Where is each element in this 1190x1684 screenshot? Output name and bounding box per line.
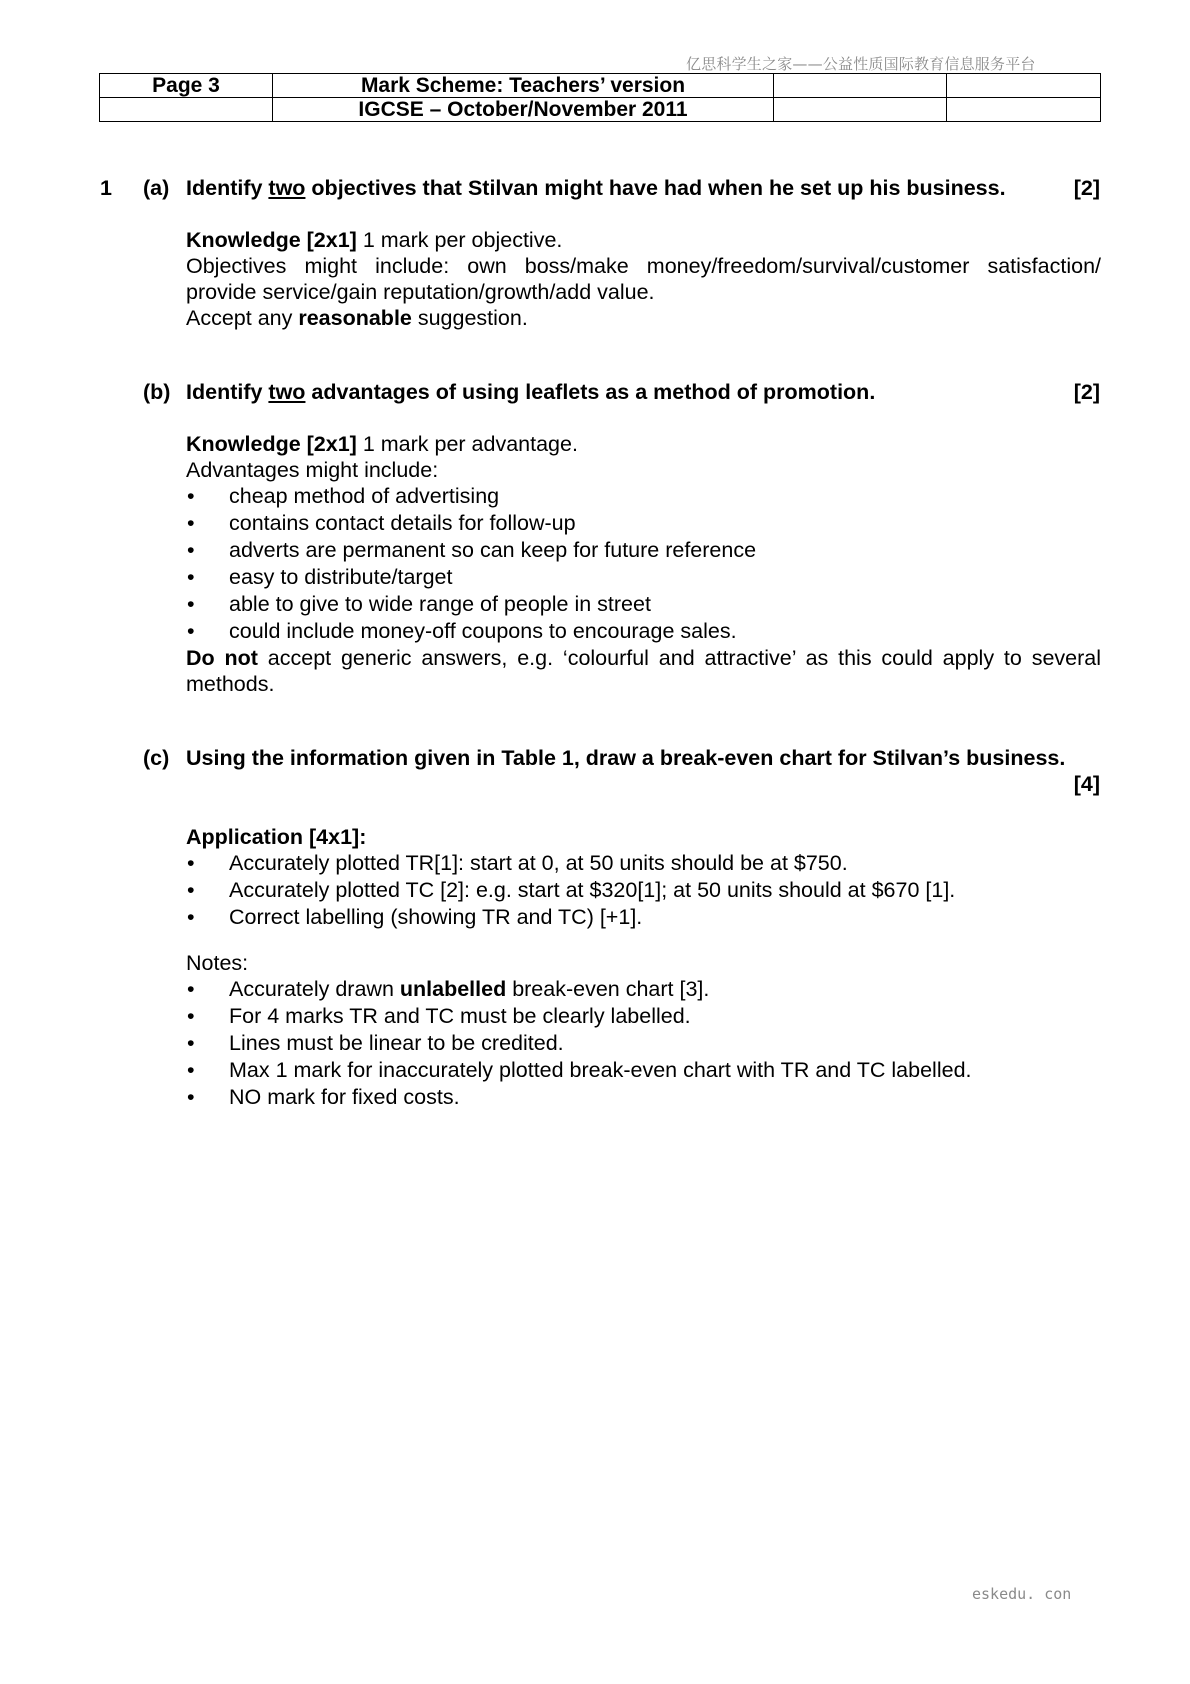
list-item: • Accurately plotted TC [2]: e.g. start at $320[1]; at 50 units should at $670 [1]. (186, 877, 1101, 904)
list-item: • Correct labelling (showing TR and TC) [+1]. (186, 904, 1101, 931)
question-number: 1 (100, 176, 112, 200)
notes-label: Notes: (186, 951, 249, 975)
list-item: • contains contact details for follow-up (186, 510, 1101, 537)
advantages-intro: Advantages might include: (186, 458, 439, 482)
accept-line: Accept any reasonable suggestion. (186, 306, 528, 330)
notes-block (186, 950, 1101, 1111)
list-item: • Accurately drawn unlabelled break-even chart [3]. (186, 976, 1101, 1003)
application-list (186, 850, 1101, 931)
part-a-letter: (a) (143, 176, 170, 200)
page-label: Page 3 (100, 74, 273, 98)
part-c-marks: [4] (1073, 772, 1100, 796)
part-b-letter: (b) (143, 380, 171, 404)
do-not-accept-note: Do not accept generic answers, e.g. ‘colourful and attractive’ as this could apply to several methods. (186, 646, 1101, 696)
list-item: • adverts are permanent so can keep for future reference (186, 537, 1101, 564)
part-c-answer (186, 824, 1101, 931)
knowledge-line: Knowledge [2x1] 1 mark per objective. (186, 228, 563, 252)
list-item: • Accurately plotted TR[1]: start at 0, at 50 units should be at $750. (186, 850, 1101, 877)
part-a-marks: [2] (1073, 176, 1100, 200)
list-item: • easy to distribute/target (186, 564, 1101, 591)
header-table (99, 73, 1101, 122)
list-item: • NO mark for fixed costs. (186, 1084, 1101, 1111)
header-empty-cell (947, 98, 1101, 122)
part-a-answer (186, 227, 1101, 331)
page-subtitle: IGCSE – October/November 2011 (273, 98, 774, 122)
notes-list (186, 976, 1101, 1111)
watermark-top: 亿思科学生之家——公益性质国际教育信息服务平台 (686, 55, 1036, 73)
list-item: • cheap method of advertising (186, 483, 1101, 510)
part-b-marks: [2] (1073, 380, 1100, 404)
list-item: • Lines must be linear to be credited. (186, 1030, 1101, 1057)
part-a-question: Identify two objectives that Stilvan might have had when he set up his business. (186, 176, 1006, 200)
knowledge-line: Knowledge [2x1] 1 mark per advantage. (186, 432, 578, 456)
header-empty-cell (774, 74, 947, 98)
header-empty-cell (774, 98, 947, 122)
part-b-answer (186, 431, 1101, 697)
application-label: Application [4x1]: (186, 825, 367, 849)
list-item: • For 4 marks TR and TC must be clearly labelled. (186, 1003, 1101, 1030)
header-empty-cell (947, 74, 1101, 98)
part-c-letter: (c) (143, 746, 170, 770)
list-item: • able to give to wide range of people in street (186, 591, 1101, 618)
part-c-question: Using the information given in Table 1, draw a break-even chart for Stilvan’s business. (186, 746, 1066, 770)
list-item: • could include money-off coupons to encourage sales. (186, 618, 1101, 645)
watermark-bottom: eskedu. con (972, 1585, 1072, 1603)
advantages-list (186, 483, 1101, 645)
list-item: • Max 1 mark for inaccurately plotted break-even chart with TR and TC labelled. (186, 1057, 1101, 1084)
page-title: Mark Scheme: Teachers’ version (273, 74, 774, 98)
objectives-text: Objectives might include: own boss/make money/freedom/survival/customer satisfaction/ provide service/gain reputation/growth/add value. (186, 254, 1101, 304)
part-b-question: Identify two advantages of using leaflets as a method of promotion. (186, 380, 876, 404)
header-empty-cell (100, 98, 273, 122)
